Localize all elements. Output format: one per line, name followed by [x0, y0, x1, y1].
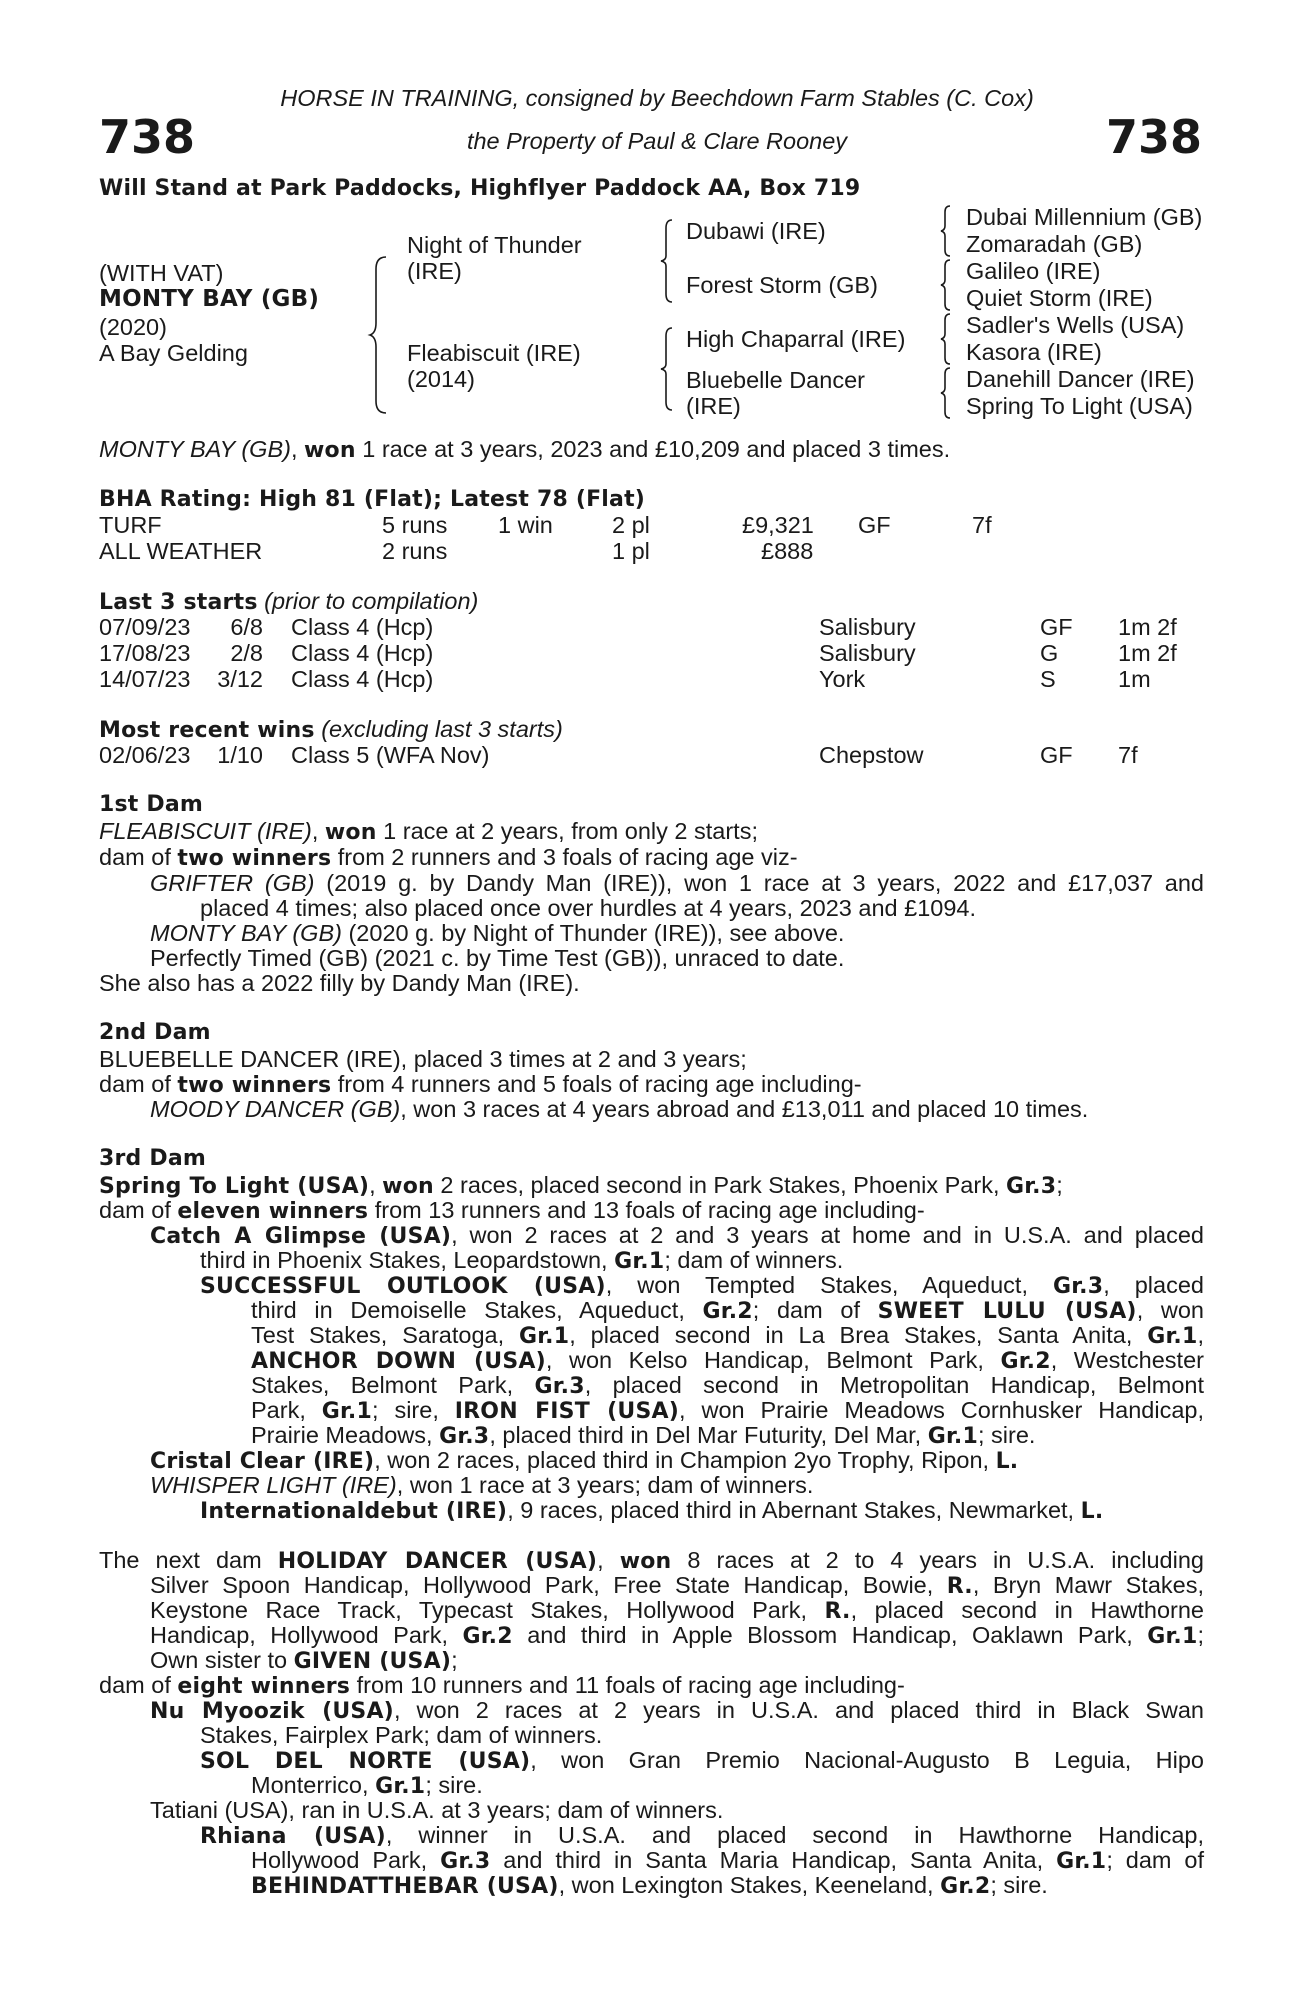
dam1-won: won	[324, 820, 377, 845]
location-line: Will Stand at Park Paddocks, Highflyer Paddock AA, Box 719	[99, 176, 861, 201]
next-dam-won: won	[619, 1549, 672, 1574]
sire-sire: Dubawi (IRE)	[686, 218, 826, 244]
restricted-mark: R.	[824, 1599, 851, 1624]
sire-dam: Forest Storm (GB)	[686, 272, 878, 298]
entry-name: Nu Myoozik (USA)	[150, 1699, 394, 1724]
dam-bracket	[660, 326, 676, 412]
horse-year: (2020)	[99, 314, 167, 340]
dam3-heading: 3rd Dam	[99, 1146, 206, 1171]
grade: Gr.2	[940, 1874, 991, 1899]
text: , Westchester	[1050, 1347, 1204, 1373]
dam2-entry-moody	[150, 1096, 1088, 1122]
dam-dam-country: (IRE)	[686, 393, 741, 419]
grade: Gr.2	[462, 1624, 513, 1649]
entry-anchor-down	[251, 1347, 1204, 1375]
win-race: Class 5 (WFA Nov)	[291, 742, 490, 768]
start-row	[99, 666, 1199, 692]
text: , won 2 races, placed third in Champion 2yo Trophy, Ripon,	[374, 1447, 996, 1473]
start-going: GF	[1040, 614, 1073, 640]
vat-label: (WITH VAT)	[99, 260, 224, 286]
dam-sire: High Chaparral (IRE)	[686, 326, 906, 352]
ancestor-sdd: Quiet Storm (IRE)	[966, 285, 1153, 311]
recent-wins-title: Most recent wins	[99, 718, 315, 743]
text: from 13 runners and 13 foals of racing age including-	[368, 1197, 925, 1223]
summary-horse-name: MONTY BAY (GB)	[99, 436, 291, 462]
entry-whisper-light	[150, 1472, 813, 1498]
entry-name: SUCCESSFUL OUTLOOK (USA)	[200, 1274, 606, 1299]
text: ; sire.	[425, 1772, 483, 1798]
next-dam-name: HOLIDAY DANCER (USA)	[277, 1549, 598, 1574]
dam1-produce-a: dam of	[99, 844, 178, 870]
start-going: G	[1040, 640, 1059, 666]
entry-name: SWEET LULU (USA)	[877, 1299, 1137, 1324]
last3-note: (prior to compilation)	[257, 588, 479, 614]
grade: Gr.3	[1006, 1174, 1057, 1199]
text: , won Tempted Stakes, Aqueduct,	[605, 1272, 1053, 1298]
entry-name: BEHINDATTHEBAR (USA)	[251, 1874, 559, 1899]
text: Park,	[251, 1397, 322, 1423]
horse-name: MONTY BAY (GB)	[99, 286, 320, 312]
text: Stakes, Belmont Park,	[251, 1372, 535, 1398]
text: , placed second in Metropolitan Handicap, Belmont	[584, 1372, 1204, 1398]
start-row	[99, 614, 1199, 640]
ancestor-dss: Sadler's Wells (USA)	[966, 312, 1185, 338]
dam1-rest: 1 race at 2 years, from only 2 starts;	[376, 818, 758, 844]
rating-placed: 1 pl	[612, 538, 650, 564]
rating-prize: £9,321	[742, 512, 814, 538]
ancestor-ddd: Spring To Light (USA)	[966, 393, 1193, 419]
lot-number-left: 738	[99, 110, 196, 164]
text: ; dam of	[1106, 1847, 1204, 1873]
text: Silver Spoon Handicap, Hollywood Park, Free State Handicap, Bowie,	[150, 1572, 947, 1598]
text: ,	[597, 1547, 620, 1573]
dam3-won: won	[382, 1174, 434, 1199]
gen3-bracket-4	[940, 366, 954, 420]
entry-sol-del-norte-cont	[251, 1772, 483, 1800]
grade: Gr.1	[927, 1424, 978, 1449]
pedigree-bracket-main	[370, 255, 390, 415]
entry-successful-outlook	[200, 1272, 1204, 1300]
grade: Gr.1	[1147, 1624, 1198, 1649]
text: ; sire.	[977, 1422, 1036, 1448]
ancestor-dds: Danehill Dancer (IRE)	[966, 366, 1195, 392]
win-going: GF	[1040, 742, 1073, 768]
dam-name: Fleabiscuit (IRE)	[407, 340, 581, 366]
grade: Gr.1	[518, 1324, 570, 1349]
consignment-line: HORSE IN TRAINING, consigned by Beechdown Farm Stables (C. Cox)	[280, 85, 1034, 111]
text: ; dam of	[752, 1297, 878, 1323]
grade: Gr.3	[440, 1849, 491, 1874]
ancestor-sss: Dubai Millennium (GB)	[966, 204, 1203, 230]
text: Hollywood Park,	[251, 1847, 441, 1873]
start-date: 17/08/23	[99, 640, 191, 666]
entry-anchor-down-l2	[251, 1372, 1204, 1400]
text: ;	[1056, 1172, 1063, 1198]
start-race: Class 4 (Hcp)	[291, 640, 434, 666]
listed-mark: L.	[995, 1449, 1019, 1474]
text: , placed third in Del Mar Futurity, Del Mar,	[489, 1422, 928, 1448]
text: , won 1 race at 3 years; dam of winners.	[396, 1472, 814, 1498]
start-race: Class 4 (Hcp)	[291, 614, 434, 640]
ancestor-dsd: Kasora (IRE)	[966, 339, 1102, 365]
entry-catch-a-glimpse-cont	[200, 1247, 843, 1275]
text: ; sire.	[990, 1872, 1048, 1898]
dam-year: (2014)	[407, 366, 475, 392]
text: dam of	[99, 1197, 178, 1223]
next-dam-produce-line	[99, 1672, 905, 1700]
race-summary: MONTY BAY (GB), won 1 race at 3 years, 2023 and £10,209 and placed 3 times.	[99, 436, 951, 463]
text: , won Gran Premio Nacional-Augusto B Leguia, Hipo	[530, 1747, 1204, 1773]
text: third in Demoiselle Stakes, Aqueduct,	[251, 1297, 703, 1323]
next-dam-line3	[150, 1597, 1204, 1625]
text: , placed second in Hawthorne	[850, 1597, 1205, 1623]
dam3-line	[99, 1172, 1063, 1200]
text: , 9 races, placed third in Abernant Stakes, Newmarket,	[507, 1497, 1081, 1523]
dam1-name: FLEABISCUIT (IRE)	[99, 818, 312, 844]
dam3-produce-line	[99, 1197, 925, 1225]
rating-wins: 1 win	[498, 512, 553, 538]
gen3-bracket-2	[940, 258, 954, 312]
rating-row-turf	[99, 512, 1199, 538]
entry-cristal-clear	[150, 1447, 1018, 1475]
entry-text: (2020 g. by Night of Thunder (IRE)), see above.	[341, 920, 845, 946]
entry-name: Rhiana (USA)	[200, 1824, 386, 1849]
sire-country: (IRE)	[407, 258, 462, 284]
dam2-produce-line	[99, 1071, 862, 1099]
dam1-produce-line	[99, 844, 798, 872]
entry-internationaldebut	[200, 1497, 1103, 1525]
dam2-produce-a: dam of	[99, 1071, 178, 1097]
text: , won 2 races at 2 years in U.S.A. and placed third in Black Swan	[393, 1697, 1204, 1723]
entry-successful-outlook-l2	[251, 1297, 1204, 1325]
recent-wins-heading	[99, 716, 563, 744]
property-line: the Property of Paul & Clare Rooney	[466, 128, 848, 154]
grade: Gr.1	[1147, 1324, 1198, 1349]
entry-name: ANCHOR DOWN (USA)	[251, 1349, 546, 1374]
start-position: 2/8	[230, 640, 263, 666]
recent-wins-note: (excluding last 3 starts)	[314, 716, 563, 742]
entry-name: Cristal Clear (IRE)	[150, 1449, 375, 1474]
entry-name: GRIFTER (GB)	[150, 870, 315, 896]
start-row	[99, 640, 1199, 666]
summary-rest: 1 race at 3 years, 2023 and £10,209 and placed 3 times.	[355, 436, 951, 462]
grade: Gr.1	[1056, 1849, 1107, 1874]
dam2-heading: 2nd Dam	[99, 1020, 211, 1045]
text: Prairie Meadows,	[251, 1422, 440, 1448]
dam1-entry-grifter	[150, 870, 1204, 896]
grade: Gr.1	[321, 1399, 373, 1424]
entry-rhiana-l2	[251, 1847, 1204, 1875]
start-course: York	[819, 666, 866, 692]
text: Keystone Race Track, Typecast Stakes, Hollywood Park,	[150, 1597, 825, 1623]
text: , won Prairie Meadows Cornhusker Handicap,	[679, 1397, 1205, 1423]
entry-nu-myoozik-cont: Stakes, Fairplex Park; dam of winners.	[200, 1722, 603, 1748]
lot-number-right: 738	[1105, 110, 1202, 164]
entry-tatiani: Tatiani (USA), ran in U.S.A. at 3 years; dam of winners.	[150, 1797, 724, 1823]
next-dam-line4	[150, 1622, 1204, 1650]
text: , placed	[1103, 1272, 1204, 1298]
dam3-name: Spring To Light (USA)	[99, 1174, 370, 1199]
horse-description: A Bay Gelding	[99, 340, 248, 366]
rating-distance: 7f	[972, 512, 992, 538]
text: , won	[1136, 1297, 1205, 1323]
text: Test Stakes, Saratoga,	[251, 1322, 519, 1348]
grade: Gr.1	[375, 1774, 426, 1799]
entry-name: IRON FIST (USA)	[454, 1399, 680, 1424]
rating-row-aw	[99, 538, 1199, 564]
text: , won Kelso Handicap, Belmont Park,	[545, 1347, 1001, 1373]
text: and third in Santa Maria Handicap, Santa Anita,	[490, 1847, 1057, 1873]
text: , won Lexington Stakes, Keeneland,	[558, 1872, 941, 1898]
start-distance: 1m 2f	[1118, 614, 1177, 640]
grade: Gr.3	[439, 1424, 490, 1449]
entry-successful-outlook-l3	[251, 1322, 1204, 1350]
rating-runs: 5 runs	[382, 512, 448, 538]
text: 2 races, placed second in Park Stakes, Phoenix Park,	[433, 1172, 1007, 1198]
dam-dam: Bluebelle Dancer	[686, 367, 865, 393]
grade: Gr.1	[614, 1249, 665, 1274]
entry-text: (2019 g. by Dandy Man (IRE)), won 1 race at 3 years, 2022 and £17,037 and	[314, 870, 1204, 896]
start-date: 07/09/23	[99, 614, 191, 640]
entry-catch-a-glimpse	[150, 1222, 1204, 1250]
text: third in Phoenix Stakes, Leopardstown,	[200, 1247, 615, 1273]
dam3-produce-winners: eleven winners	[177, 1199, 369, 1224]
dam2-line: BLUEBELLE DANCER (IRE), placed 3 times at 2 and 3 years;	[99, 1046, 747, 1072]
start-course: Salisbury	[819, 640, 916, 666]
ancestor-sds: Galileo (IRE)	[966, 258, 1101, 284]
summary-won: won	[304, 438, 356, 463]
text: ,	[369, 1172, 383, 1198]
text: and third in Apple Blossom Handicap, Oaklawn Park,	[512, 1622, 1148, 1648]
entry-name: SOL DEL NORTE (USA)	[200, 1749, 531, 1774]
text: Own sister to	[150, 1647, 294, 1673]
win-course: Chepstow	[819, 742, 924, 768]
start-distance: 1m	[1118, 666, 1151, 692]
gen3-bracket-3	[940, 312, 954, 366]
entry-iron-fist-l2	[251, 1422, 1035, 1450]
text: , Bryn Mawr Stakes,	[972, 1572, 1204, 1598]
entry-sol-del-norte	[200, 1747, 1204, 1775]
listed-mark: L.	[1080, 1499, 1104, 1524]
entry-iron-fist	[251, 1397, 1204, 1425]
text: from 10 runners and 11 foals of racing age including-	[350, 1672, 905, 1698]
dam1-entry-perfectly-timed: Perfectly Timed (GB) (2021 c. by Time Test (GB)), unraced to date.	[150, 945, 845, 971]
grade: Gr.3	[1052, 1274, 1104, 1299]
next-dam-sister	[150, 1647, 458, 1675]
start-position: 3/12	[217, 666, 263, 692]
entry-name: Catch A Glimpse (USA)	[150, 1224, 452, 1249]
text: Handicap, Hollywood Park,	[150, 1622, 463, 1648]
next-dam-line	[99, 1547, 1204, 1575]
text: ;	[451, 1647, 458, 1673]
dam2-produce-winners: two winners	[177, 1073, 332, 1098]
entry-name: MOODY DANCER (GB)	[150, 1096, 401, 1122]
text: ; dam of winners.	[664, 1247, 844, 1273]
start-course: Salisbury	[819, 614, 916, 640]
win-position: 1/10	[217, 742, 263, 768]
gen3-bracket-1	[940, 204, 954, 258]
dam1-produce-winners: two winners	[177, 846, 332, 871]
entry-text: , won 3 races at 4 years abroad and £13,011 and placed 10 times.	[400, 1096, 1089, 1122]
entry-behindatthebar	[251, 1872, 1048, 1900]
entry-name: Internationaldebut (IRE)	[200, 1499, 508, 1524]
rating-placed: 2 pl	[612, 512, 650, 538]
win-distance: 7f	[1118, 742, 1138, 768]
rating-surface: ALL WEATHER	[99, 538, 263, 564]
rating-prize: £888	[761, 538, 814, 564]
entry-rhiana	[200, 1822, 1204, 1850]
rating-runs: 2 runs	[382, 538, 448, 564]
text: dam of	[99, 1672, 178, 1698]
grade: Gr.3	[534, 1374, 585, 1399]
entry-text: , won 2 races at 2 and 3 years at home and in U.S.A. and placed	[451, 1222, 1204, 1248]
dam1-heading: 1st Dam	[99, 792, 204, 817]
entry-nu-myoozik	[150, 1697, 1204, 1725]
grade: Gr.2	[702, 1299, 753, 1324]
last3-title: Last 3 starts	[99, 590, 258, 615]
start-distance: 1m 2f	[1118, 640, 1177, 666]
ancestor-ssd: Zomaradah (GB)	[966, 231, 1143, 257]
dam2-produce-c: from 4 runners and 5 foals of racing age including-	[331, 1071, 862, 1097]
start-race: Class 4 (Hcp)	[291, 666, 434, 692]
text: ,	[1197, 1322, 1205, 1348]
dam1-entry-monty	[150, 920, 844, 946]
sire-name: Night of Thunder	[407, 232, 582, 258]
entry-name: MONTY BAY (GB)	[150, 920, 342, 946]
rating-surface: TURF	[99, 512, 162, 538]
text: 8 races at 2 to 4 years in U.S.A. including	[671, 1547, 1204, 1573]
sire-bracket	[660, 218, 676, 304]
entry-name: WHISPER LIGHT (IRE)	[150, 1472, 397, 1498]
next-dam-line2	[150, 1572, 1204, 1600]
text: ;	[1197, 1622, 1204, 1648]
win-date: 02/06/23	[99, 742, 191, 768]
dam1-entry-grifter-cont: placed 4 times; also placed once over hurdles at 4 years, 2023 and £1094.	[200, 895, 977, 921]
dam1-line: FLEABISCUIT (IRE), won 1 race at 2 years, from only 2 starts;	[99, 818, 758, 845]
rating-heading: BHA Rating: High 81 (Flat); Latest 78 (Flat)	[99, 487, 646, 512]
win-row	[99, 742, 1199, 768]
sister-name: GIVEN (USA)	[293, 1649, 452, 1674]
start-going: S	[1040, 666, 1056, 692]
text: , placed second in La Brea Stakes, Santa Anita,	[569, 1322, 1148, 1348]
dam1-filly-note: She also has a 2022 filly by Dandy Man (IRE).	[99, 970, 580, 996]
text: ; sire,	[372, 1397, 455, 1423]
dam1-produce-c: from 2 runners and 3 foals of racing age viz-	[331, 844, 798, 870]
start-position: 6/8	[230, 614, 263, 640]
grade: Gr.2	[1000, 1349, 1051, 1374]
start-date: 14/07/23	[99, 666, 191, 692]
next-dam-produce-winners: eight winners	[177, 1674, 351, 1699]
rating-going: GF	[858, 512, 891, 538]
text: Monterrico,	[251, 1772, 376, 1798]
text: , winner in U.S.A. and placed second in Hawthorne Handicap,	[385, 1822, 1204, 1848]
restricted-mark: R.	[946, 1574, 973, 1599]
last3-heading	[99, 588, 478, 616]
text: The next dam	[99, 1547, 278, 1573]
